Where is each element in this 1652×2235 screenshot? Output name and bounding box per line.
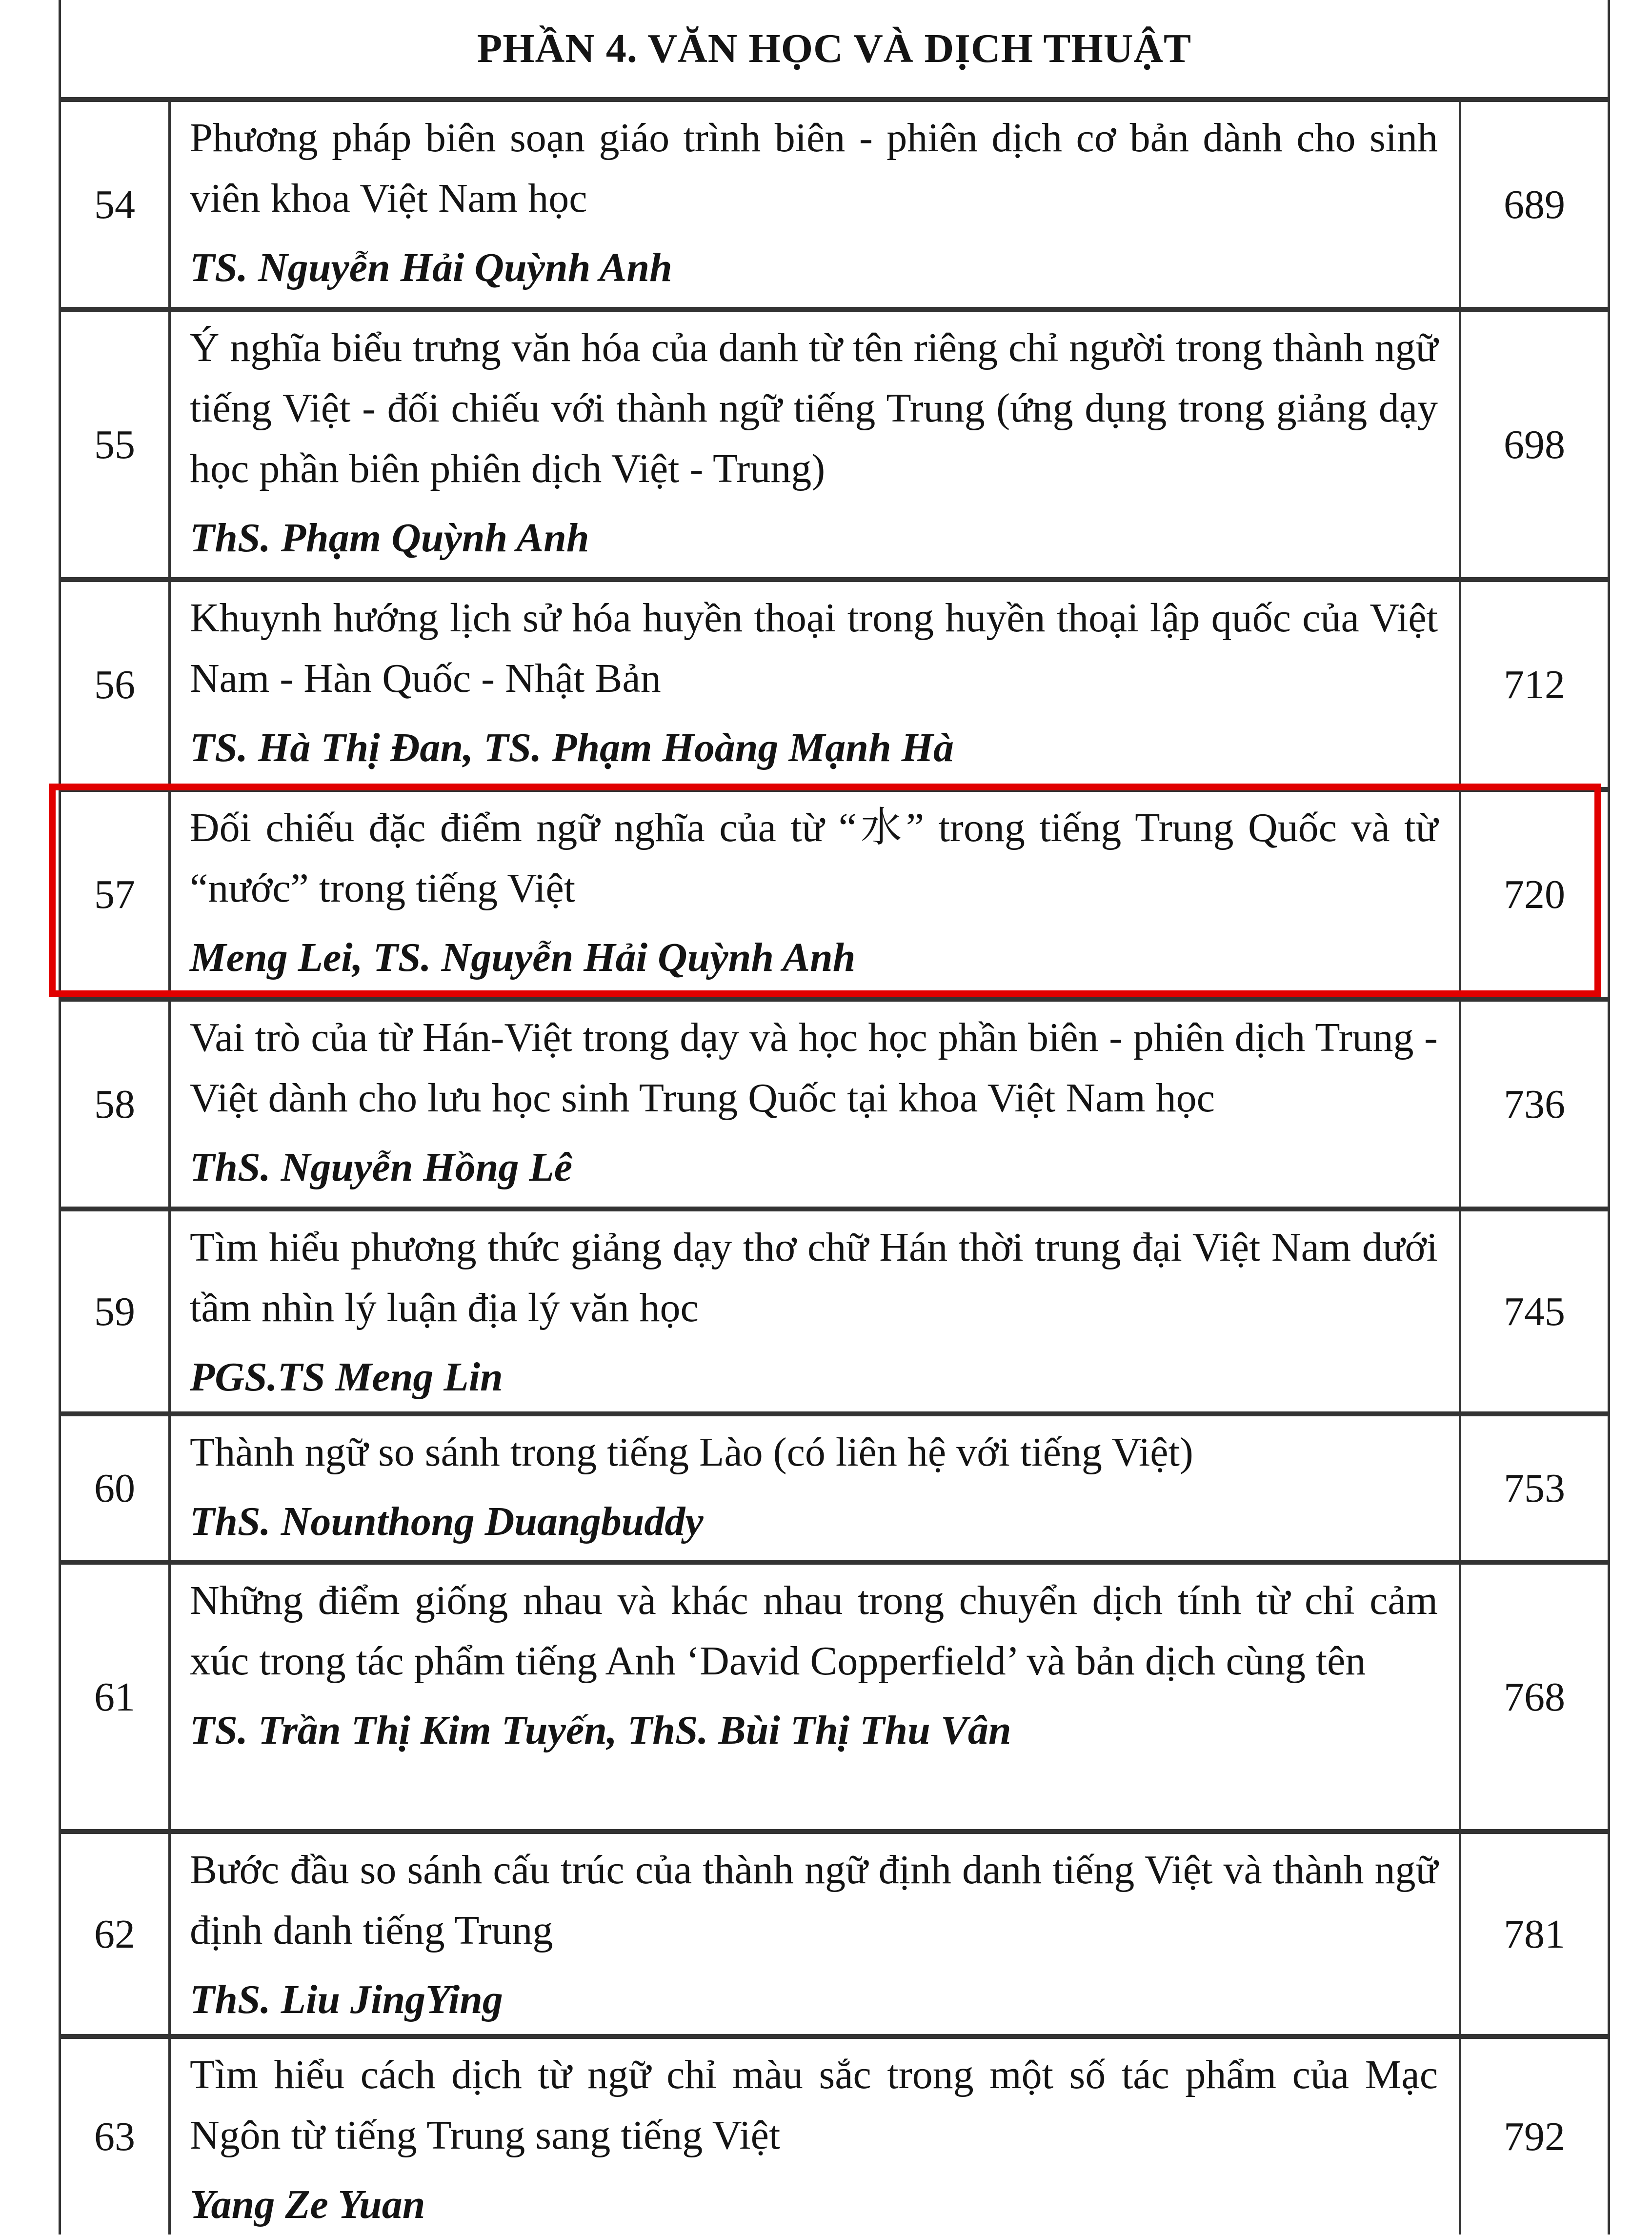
entry-authors: PGS.TS Meng Lin [190,1354,503,1400]
entry-title: Những điểm giống nhau và khác nhau trong chuyển dịch tính từ chỉ cảm xúc trong tác phẩm tiếng Anh ‘David Copperfield’ và bản dịch cùng tên [190,1578,1438,1684]
entry-number: 61 [61,1565,171,1829]
toc-row [59,1562,1610,1832]
entry-title: Tìm hiểu cách dịch từ ngữ chỉ màu sắc trong một số tác phẩm của Mạc Ngôn từ tiếng Trung sang tiếng Việt [190,2052,1438,2158]
entry-authors: TS. Trần Thị Kim Tuyến, ThS. Bùi Thị Thu Vân [190,1708,1011,1753]
entry-page: 753 [1459,1416,1608,1560]
entry-page: 736 [1459,1002,1608,1207]
entry-body [168,1565,1461,1829]
entry-authors: TS. Nguyễn Hải Quỳnh Anh [190,245,672,290]
entry-body [168,1834,1461,2034]
entry-body [168,312,1461,577]
entry-authors: ThS. Phạm Quỳnh Anh [190,515,589,561]
entry-authors: ThS. Liu JingYing [190,1977,503,2022]
toc-row [59,999,1610,1209]
entry-title: Đối chiếu đặc điểm ngữ nghĩa của từ “水” trong tiếng Trung Quốc và từ “nước” trong tiếng Việt [190,805,1438,911]
section-header [59,0,1610,100]
entry-number: 58 [61,1002,171,1207]
entry-title: Tìm hiểu phương thức giảng dạy thơ chữ Hán thời trung đại Việt Nam dưới tầm nhìn lý luận địa lý văn học [190,1225,1438,1330]
entry-number: 57 [61,792,171,997]
entry-body [168,792,1461,997]
entry-number: 60 [61,1416,171,1560]
entry-body [168,1416,1461,1560]
entry-title: Thành ngữ so sánh trong tiếng Lào (có liên hệ với tiếng Việt) [190,1430,1193,1475]
toc-row [59,1414,1610,1562]
entry-authors: TS. Hà Thị Đan, TS. Phạm Hoàng Mạnh Hà [190,725,954,770]
entry-body [168,1002,1461,1207]
entry-page: 768 [1459,1565,1608,1829]
entry-number: 62 [61,1834,171,2034]
entry-page: 712 [1459,582,1608,787]
entry-body [168,102,1461,307]
entry-title: Khuynh hướng lịch sử hóa huyền thoại trong huyền thoại lập quốc của Việt Nam - Hàn Quốc - Nhật Bản [190,595,1438,701]
entry-title: Vai trò của từ Hán-Việt trong dạy và học học phần biên - phiên dịch Trung - Việt dành cho lưu học sinh Trung Quốc tại khoa Việt Nam học [190,1015,1438,1121]
entry-authors: Meng Lei, TS. Nguyễn Hải Quỳnh Anh [190,935,856,980]
entry-page: 720 [1459,792,1608,997]
toc-row [59,580,1610,789]
toc-row [59,100,1610,309]
entry-page: 689 [1459,102,1608,307]
entry-body [168,2039,1461,2235]
entry-page: 698 [1459,312,1608,577]
entry-authors: ThS. Nounthong Duangbuddy [190,1499,704,1544]
entry-title: Ý nghĩa biểu trưng văn hóa của danh từ tên riêng chỉ người trong thành ngữ tiếng Việt - đối chiếu với thành ngữ tiếng Trung (ứng dụng trong giảng dạy học phần biên phiên dịch Việt - Trung) [190,325,1438,491]
entry-title: Bước đầu so sánh cấu trúc của thành ngữ định danh tiếng Việt và thành ngữ định danh tiếng Trung [190,1847,1438,1953]
entry-authors: Yang Ze Yuan [190,2182,425,2227]
entry-title: Phương pháp biên soạn giáo trình biên - phiên dịch cơ bản dành cho sinh viên khoa Việt Nam học [190,115,1438,221]
toc-row [59,1209,1610,1414]
section-title: PHẦN 4. VĂN HỌC VÀ DỊCH THUẬT [477,26,1192,71]
entry-number: 59 [61,1211,171,1411]
toc-row [59,309,1610,580]
entry-number: 54 [61,102,171,307]
entry-number: 55 [61,312,171,577]
entry-page: 792 [1459,2039,1608,2235]
entry-number: 56 [61,582,171,787]
entry-body [168,582,1461,787]
toc-row [59,2036,1610,2235]
entry-page: 781 [1459,1834,1608,2034]
entry-number: 63 [61,2039,171,2235]
toc-row [59,1832,1610,2036]
toc-row [59,789,1610,999]
entry-body [168,1211,1461,1411]
entry-page: 745 [1459,1211,1608,1411]
entry-authors: ThS. Nguyễn Hồng Lê [190,1145,573,1190]
